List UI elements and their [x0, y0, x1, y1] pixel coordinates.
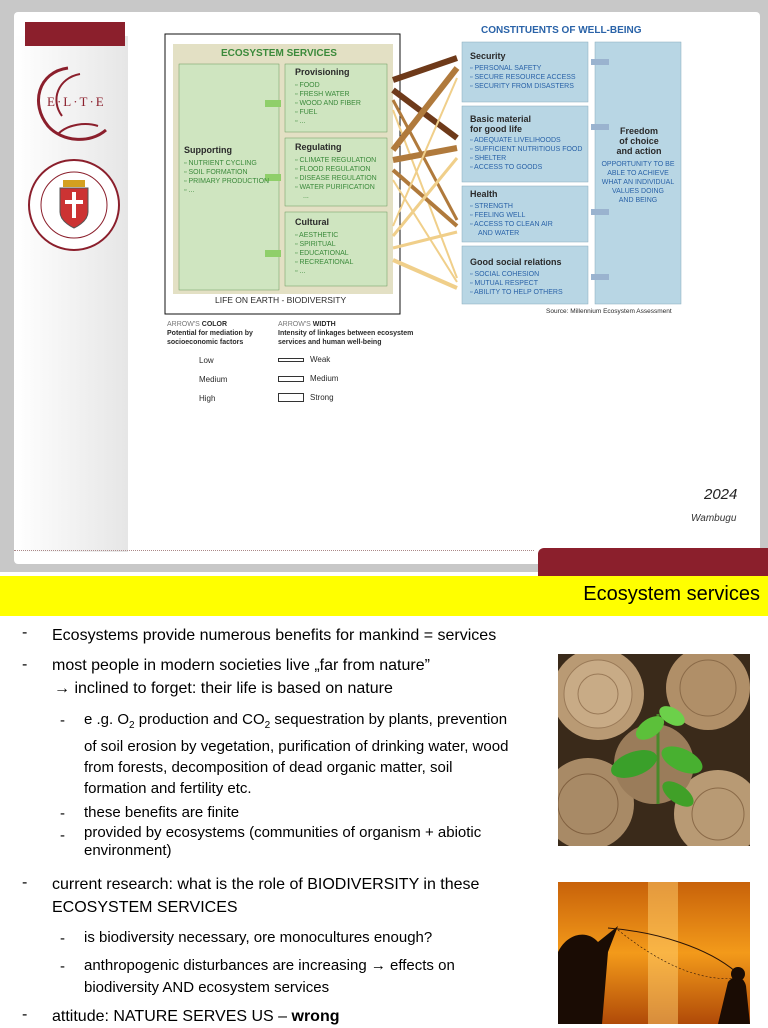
legend-title-part: WIDTH	[312, 321, 336, 328]
list-item: ▫ SOCIAL COHESION	[470, 271, 540, 278]
basic-title-line: Basic material	[470, 114, 532, 124]
basic-title-line: for good life	[470, 124, 522, 134]
bullet-line: environment)	[84, 842, 172, 859]
ecosystem-diagram	[135, 20, 745, 403]
bullet-line: provided by ecosystems (communities of organism + abiotic	[84, 824, 482, 841]
freedom-title-line: of choice	[619, 136, 659, 146]
sub-bullet-dash: -	[60, 805, 65, 822]
sub-bullet-text	[84, 955, 455, 999]
bullet-line: current research: what is the role of BIODIVERSITY in these	[52, 876, 480, 893]
health-title: Health	[470, 189, 498, 199]
list-item: ▫ RECREATIONAL	[295, 259, 354, 266]
bullet-line: anthropogenic disturbances are increasing → effects on	[84, 957, 455, 974]
bullet-text	[52, 654, 430, 700]
legend-low-label: Low	[199, 356, 214, 365]
year-label: 2024	[704, 486, 738, 503]
list-item: ▫ FOOD	[295, 82, 320, 89]
list-item: ▫ FEELING WELL	[470, 212, 526, 219]
list-item: ▫ EDUCATIONAL	[295, 250, 349, 257]
bullet-dash: -	[22, 624, 28, 641]
seedling-image	[558, 654, 750, 846]
header-tab	[538, 548, 768, 576]
bullet-line: ECOSYSTEM SERVICES	[52, 899, 238, 916]
list-item: ▫ WOOD AND FIBER	[295, 100, 361, 107]
sub-bullet-text	[84, 824, 481, 860]
legend-subtitle-line: Potential for mediation by	[167, 330, 253, 337]
fisherman-image	[558, 882, 750, 1024]
list-item: ▫ FUEL	[295, 109, 318, 116]
bullet-line: formation and fertility etc.	[84, 780, 252, 797]
sub-bullet-text	[84, 709, 508, 799]
supporting-list	[184, 159, 269, 195]
wellbeing-title: CONSTITUENTS OF WELL-BEING	[481, 25, 642, 36]
list-item: ▫ PRIMARY PRODUCTION	[184, 178, 270, 185]
list-item: ▫ NUTRIENT CYCLING	[184, 160, 257, 167]
freedom-desc-line: AND BEING	[618, 197, 658, 204]
list-item: ▫ ACCESS TO CLEAN AIR	[470, 221, 553, 228]
freedom-title	[605, 126, 673, 156]
legend-medium-width-label: Medium	[310, 374, 339, 383]
bullet-line: most people in modern societies live „far from nature”	[52, 657, 430, 674]
list-item: ▫ ADEQUATE LIVELIHOODS	[470, 137, 561, 144]
freedom-desc-line: VALUES DOING	[612, 188, 664, 195]
header-tab	[25, 22, 125, 46]
list-item: ▫ SHELTER	[470, 155, 507, 162]
list-item: ▫ ABILITY TO HELP OTHERS	[470, 289, 563, 296]
list-item: ▫ WATER PURIFICATION	[295, 184, 375, 191]
bullet-line: biodiversity AND ecosystem services	[84, 979, 330, 996]
legend-title-part: COLOR	[201, 321, 228, 328]
legend-title-part: ARROW'S	[278, 321, 313, 328]
freedom-desc-line: ABLE TO ACHIEVE	[607, 170, 669, 177]
legend-subtitle-line: Intensity of linkages between ecosystem	[278, 330, 414, 337]
subscript: 2	[129, 720, 135, 731]
list-item: ...	[303, 193, 309, 200]
freedom-title-line: Freedom	[619, 126, 658, 136]
sub-bullet-dash: -	[60, 930, 65, 947]
cultural-list	[295, 231, 353, 276]
bullet-dash: -	[22, 1006, 28, 1023]
bullet-line: of soil erosion by vegetation, purification of drinking water, wood	[84, 738, 509, 755]
freedom-desc-line: WHAT AN INDIVIDUAL	[601, 179, 675, 186]
bullet-line	[84, 709, 508, 736]
social-relations-title: Good social relations	[470, 257, 562, 267]
legend-color-subtitle	[167, 329, 253, 347]
regulating-list	[295, 156, 377, 201]
basic-list	[470, 136, 582, 172]
supporting-title: Supporting	[184, 145, 232, 155]
security-title: Security	[470, 51, 506, 61]
sub-bullet-dash: -	[60, 712, 65, 729]
legend-medium-width-swatch	[278, 376, 304, 382]
legend-title-part: ARROW'S	[167, 321, 202, 328]
legend-subtitle-line: services and human well-being	[278, 339, 382, 346]
freedom-description	[597, 160, 679, 205]
bullet-dash: -	[22, 874, 28, 891]
bullet-text: Ecosystems provide numerous benefits for mankind = services	[52, 627, 497, 644]
list-item: ▫ ...	[295, 268, 306, 275]
biodiversity-label: LIFE ON EARTH - BIODIVERSITY	[215, 295, 347, 305]
sub-bullet-text: these benefits are finite	[84, 804, 240, 821]
list-item: ▫ SPIRITUAL	[295, 241, 336, 248]
legend-color-title	[167, 320, 227, 329]
basic-material-title	[470, 114, 531, 134]
list-item: ▫ FLOOD REGULATION	[295, 166, 371, 173]
legend-high-label: High	[199, 394, 216, 403]
author-label: Wambugu	[691, 513, 737, 524]
list-item: ▫ SECURITY FROM DISASTERS	[470, 83, 574, 90]
legend-strong-label: Strong	[310, 393, 334, 402]
list-item: ▫ ...	[295, 118, 306, 125]
source-note: Source: Millennium Ecosystem Assessment	[546, 308, 672, 315]
text-part: production and CO	[134, 711, 265, 728]
cultural-title: Cultural	[295, 217, 330, 227]
bullet-dash: -	[22, 656, 28, 673]
health-list	[470, 202, 553, 238]
fisherman-photo	[558, 882, 750, 1024]
security-list	[470, 64, 576, 91]
list-item: ▫ CLIMATE REGULATION	[295, 157, 377, 164]
slide-title: Ecosystem services	[583, 583, 760, 605]
legend-weak-swatch	[278, 358, 304, 362]
legend-weak-label: Weak	[310, 355, 331, 364]
bullet-line: from forests, decomposition of dead organic matter, soil	[84, 759, 453, 776]
legend-subtitle-line: socioeconomic factors	[167, 339, 244, 346]
university-seal-icon	[27, 158, 121, 252]
divider	[14, 550, 534, 551]
legend-width-subtitle	[278, 329, 413, 347]
social-list	[470, 270, 563, 297]
legend-strong-swatch	[278, 393, 304, 402]
freedom-desc-line: OPPORTUNITY TO BE	[601, 161, 675, 168]
elte-logo-text: E·L·T·E	[47, 94, 106, 109]
ecosystem-services-title: ECOSYSTEM SERVICES	[221, 48, 337, 59]
list-item: AND WATER	[478, 230, 520, 237]
text-part: e .g. O	[84, 711, 130, 728]
seedling-photo	[558, 654, 750, 846]
legend-medium-label: Medium	[199, 375, 228, 384]
list-item: ▫ ACCESS TO GOODS	[470, 164, 543, 171]
list-item: ▫ STRENGTH	[470, 203, 513, 210]
list-item: ▫ AESTHETIC	[295, 232, 339, 239]
bullet-text	[52, 873, 479, 919]
list-item: ▫ SECURE RESOURCE ACCESS	[470, 74, 576, 81]
sub-bullet-text: is biodiversity necessary, ore monocultures enough?	[84, 929, 433, 946]
list-item: ▫ PERSONAL SAFETY	[470, 65, 542, 72]
text-part: sequestration by plants, prevention	[270, 711, 508, 728]
provisioning-list	[295, 81, 361, 126]
legend-width-title	[278, 320, 336, 329]
list-item: ▫ DISEASE REGULATION	[295, 175, 377, 182]
list-item: ▫ FRESH WATER	[295, 91, 350, 98]
list-item: ▫ SUFFICIENT NUTRITIOUS FOOD	[470, 146, 583, 153]
provisioning-title: Provisioning	[295, 67, 350, 77]
bullet-line: → inclined to forget: their life is based on nature	[54, 680, 393, 697]
list-item: ▫ SOIL FORMATION	[184, 169, 248, 176]
sub-bullet-dash: -	[60, 827, 65, 844]
freedom-title-line: and action	[616, 146, 662, 156]
bullet-text	[52, 1005, 340, 1028]
sub-bullet-dash: -	[60, 958, 65, 975]
emphasis: wrong	[291, 1008, 340, 1025]
text-part: attitude: NATURE SERVES US –	[52, 1008, 292, 1025]
regulating-title: Regulating	[295, 142, 342, 152]
list-item: ▫ ...	[184, 187, 195, 194]
subscript: 2	[264, 720, 271, 731]
list-item: ▫ MUTUAL RESPECT	[470, 280, 538, 287]
